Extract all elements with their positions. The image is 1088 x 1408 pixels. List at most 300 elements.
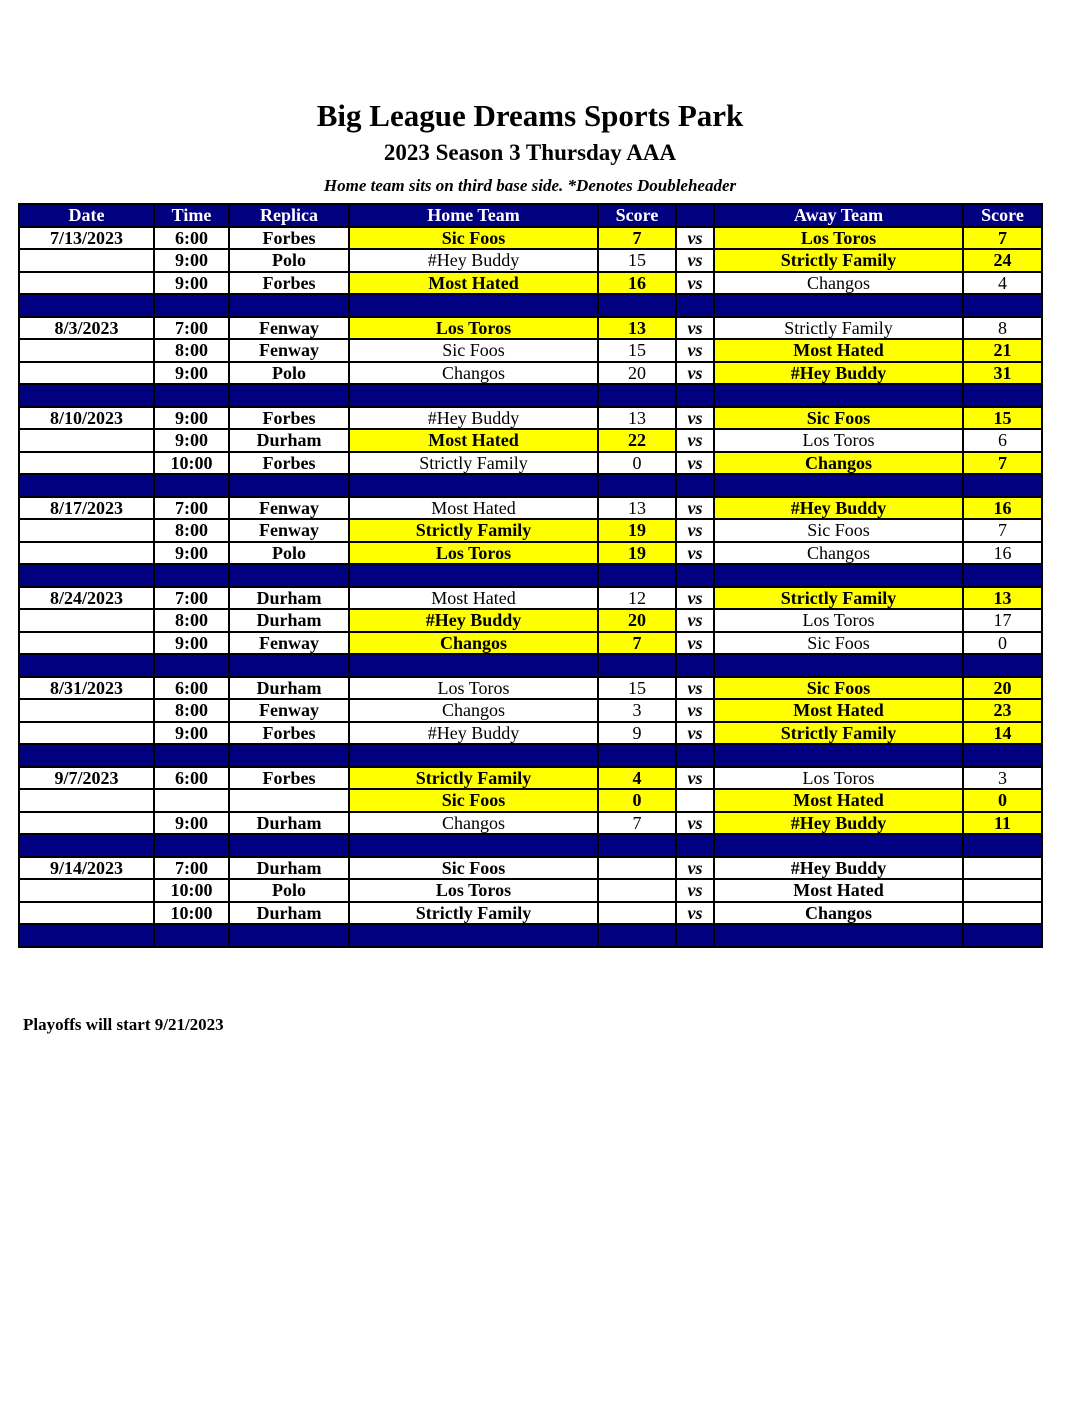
replica-cell: Durham xyxy=(229,429,349,452)
date-cell: 9/14/2023 xyxy=(19,857,154,880)
week-separator-row xyxy=(19,834,1042,857)
vs-cell: vs xyxy=(676,272,714,295)
header-home-team: Home Team xyxy=(349,204,598,227)
vs-cell: vs xyxy=(676,317,714,340)
replica-cell: Polo xyxy=(229,542,349,565)
date-cell xyxy=(19,609,154,632)
separator-cell xyxy=(19,384,154,407)
replica-cell: Durham xyxy=(229,812,349,835)
week-separator-row xyxy=(19,744,1042,767)
time-cell: 9:00 xyxy=(154,632,229,655)
date-cell xyxy=(19,722,154,745)
home-team-cell: Sic Foos xyxy=(349,857,598,880)
vs-cell: vs xyxy=(676,699,714,722)
date-cell: 8/3/2023 xyxy=(19,317,154,340)
home-team-cell: Los Toros xyxy=(349,317,598,340)
separator-cell xyxy=(676,654,714,677)
header-away-team: Away Team xyxy=(714,204,963,227)
home-score-cell: 15 xyxy=(598,677,676,700)
game-row xyxy=(19,227,1042,250)
game-row xyxy=(19,249,1042,272)
vs-cell: vs xyxy=(676,249,714,272)
separator-cell xyxy=(19,744,154,767)
separator-cell xyxy=(349,384,598,407)
away-team-cell: Los Toros xyxy=(714,429,963,452)
separator-cell xyxy=(154,834,229,857)
home-score-cell: 20 xyxy=(598,362,676,385)
replica-cell: Forbes xyxy=(229,452,349,475)
game-row xyxy=(19,542,1042,565)
replica-cell: Forbes xyxy=(229,767,349,790)
away-score-cell: 0 xyxy=(963,632,1042,655)
date-cell xyxy=(19,632,154,655)
away-score-cell: 3 xyxy=(963,767,1042,790)
vs-cell: vs xyxy=(676,362,714,385)
away-score-cell: 24 xyxy=(963,249,1042,272)
home-score-cell xyxy=(598,902,676,925)
game-row xyxy=(19,407,1042,430)
time-cell: 9:00 xyxy=(154,812,229,835)
home-score-cell: 19 xyxy=(598,542,676,565)
date-cell: 7/13/2023 xyxy=(19,227,154,250)
game-row xyxy=(19,339,1042,362)
away-score-cell xyxy=(963,879,1042,902)
replica-cell: Forbes xyxy=(229,272,349,295)
replica-cell: Durham xyxy=(229,677,349,700)
away-score-cell: 4 xyxy=(963,272,1042,295)
replica-cell: Fenway xyxy=(229,317,349,340)
time-cell: 9:00 xyxy=(154,249,229,272)
home-score-cell: 7 xyxy=(598,812,676,835)
vs-cell: vs xyxy=(676,879,714,902)
away-score-cell: 11 xyxy=(963,812,1042,835)
game-row xyxy=(19,429,1042,452)
separator-cell xyxy=(229,294,349,317)
away-team-cell: Changos xyxy=(714,272,963,295)
date-cell: 8/24/2023 xyxy=(19,587,154,610)
home-team-cell: #Hey Buddy xyxy=(349,609,598,632)
separator-cell xyxy=(963,474,1042,497)
separator-cell xyxy=(19,474,154,497)
separator-cell xyxy=(598,654,676,677)
playoffs-note: Playoffs will start 9/21/2023 xyxy=(23,1015,224,1034)
home-team-cell: Los Toros xyxy=(349,879,598,902)
game-row xyxy=(19,902,1042,925)
schedule-table xyxy=(18,203,1043,948)
game-row xyxy=(19,879,1042,902)
separator-cell xyxy=(676,564,714,587)
time-cell: 6:00 xyxy=(154,767,229,790)
away-score-cell: 7 xyxy=(963,227,1042,250)
separator-cell xyxy=(676,924,714,947)
away-team-cell: Strictly Family xyxy=(714,317,963,340)
separator-cell xyxy=(229,384,349,407)
away-team-cell: #Hey Buddy xyxy=(714,497,963,520)
away-score-cell: 6 xyxy=(963,429,1042,452)
separator-cell xyxy=(229,924,349,947)
away-team-cell: Most Hated xyxy=(714,789,963,812)
separator-cell xyxy=(714,924,963,947)
replica-cell xyxy=(229,789,349,812)
game-row xyxy=(19,677,1042,700)
game-row xyxy=(19,317,1042,340)
home-score-cell: 13 xyxy=(598,407,676,430)
away-team-cell: Sic Foos xyxy=(714,519,963,542)
home-team-cell: Sic Foos xyxy=(349,789,598,812)
replica-cell: Forbes xyxy=(229,227,349,250)
schedule-note: Home team sits on third base side. *Denotes Doubleheader xyxy=(323,176,737,195)
separator-cell xyxy=(229,834,349,857)
separator-cell xyxy=(19,294,154,317)
date-cell xyxy=(19,519,154,542)
away-score-cell: 14 xyxy=(963,722,1042,745)
home-score-cell: 3 xyxy=(598,699,676,722)
home-score-cell xyxy=(598,857,676,880)
away-team-cell: #Hey Buddy xyxy=(714,362,963,385)
home-team-cell: Most Hated xyxy=(349,497,598,520)
separator-cell xyxy=(963,924,1042,947)
home-score-cell: 13 xyxy=(598,497,676,520)
separator-cell xyxy=(598,924,676,947)
home-score-cell: 4 xyxy=(598,767,676,790)
time-cell: 8:00 xyxy=(154,609,229,632)
separator-cell xyxy=(714,294,963,317)
header-replica: Replica xyxy=(229,204,349,227)
vs-cell: vs xyxy=(676,609,714,632)
time-cell xyxy=(154,789,229,812)
separator-cell xyxy=(963,834,1042,857)
away-team-cell: Strictly Family xyxy=(714,249,963,272)
date-cell xyxy=(19,249,154,272)
away-team-cell: Strictly Family xyxy=(714,722,963,745)
time-cell: 8:00 xyxy=(154,339,229,362)
separator-cell xyxy=(154,294,229,317)
separator-cell xyxy=(19,654,154,677)
vs-cell: vs xyxy=(676,902,714,925)
home-score-cell: 12 xyxy=(598,587,676,610)
game-row xyxy=(19,722,1042,745)
away-score-cell: 20 xyxy=(963,677,1042,700)
time-cell: 10:00 xyxy=(154,452,229,475)
week-separator-row xyxy=(19,384,1042,407)
replica-cell: Fenway xyxy=(229,339,349,362)
separator-cell xyxy=(154,474,229,497)
home-score-cell: 22 xyxy=(598,429,676,452)
game-row xyxy=(19,699,1042,722)
date-cell xyxy=(19,879,154,902)
page-subtitle: 2023 Season 3 Thursday AAA xyxy=(383,140,677,165)
game-row xyxy=(19,497,1042,520)
header-home-score: Score xyxy=(598,204,676,227)
away-score-cell xyxy=(963,857,1042,880)
game-row xyxy=(19,609,1042,632)
vs-cell: vs xyxy=(676,722,714,745)
home-team-cell: #Hey Buddy xyxy=(349,407,598,430)
home-team-cell: Changos xyxy=(349,362,598,385)
away-score-cell: 17 xyxy=(963,609,1042,632)
time-cell: 9:00 xyxy=(154,272,229,295)
vs-cell: vs xyxy=(676,767,714,790)
home-score-cell: 0 xyxy=(598,452,676,475)
time-cell: 10:00 xyxy=(154,902,229,925)
date-cell xyxy=(19,452,154,475)
replica-cell: Polo xyxy=(229,879,349,902)
separator-cell xyxy=(349,744,598,767)
home-score-cell: 7 xyxy=(598,632,676,655)
game-row xyxy=(19,362,1042,385)
separator-cell xyxy=(19,564,154,587)
away-score-cell: 13 xyxy=(963,587,1042,610)
week-separator-row xyxy=(19,564,1042,587)
header-row xyxy=(19,204,1042,227)
vs-cell: vs xyxy=(676,632,714,655)
away-team-cell: Sic Foos xyxy=(714,632,963,655)
away-score-cell: 16 xyxy=(963,497,1042,520)
time-cell: 9:00 xyxy=(154,429,229,452)
separator-cell xyxy=(714,564,963,587)
home-team-cell: Los Toros xyxy=(349,677,598,700)
separator-cell xyxy=(598,474,676,497)
date-cell: 9/7/2023 xyxy=(19,767,154,790)
away-team-cell: Most Hated xyxy=(714,699,963,722)
vs-cell: vs xyxy=(676,452,714,475)
home-score-cell: 13 xyxy=(598,317,676,340)
home-score-cell: 20 xyxy=(598,609,676,632)
separator-cell xyxy=(598,744,676,767)
away-score-cell: 31 xyxy=(963,362,1042,385)
replica-cell: Fenway xyxy=(229,519,349,542)
game-row xyxy=(19,587,1042,610)
home-team-cell: Sic Foos xyxy=(349,339,598,362)
vs-cell: vs xyxy=(676,677,714,700)
separator-cell xyxy=(714,744,963,767)
separator-cell xyxy=(598,294,676,317)
date-cell xyxy=(19,812,154,835)
home-score-cell xyxy=(598,879,676,902)
time-cell: 7:00 xyxy=(154,587,229,610)
separator-cell xyxy=(714,474,963,497)
vs-cell: vs xyxy=(676,519,714,542)
away-team-cell: Los Toros xyxy=(714,609,963,632)
away-team-cell: Changos xyxy=(714,902,963,925)
header-time: Time xyxy=(154,204,229,227)
replica-cell: Fenway xyxy=(229,699,349,722)
replica-cell: Fenway xyxy=(229,497,349,520)
time-cell: 7:00 xyxy=(154,317,229,340)
away-score-cell: 16 xyxy=(963,542,1042,565)
separator-cell xyxy=(714,654,963,677)
separator-cell xyxy=(349,924,598,947)
away-team-cell: Los Toros xyxy=(714,227,963,250)
home-team-cell: Most Hated xyxy=(349,587,598,610)
header-date: Date xyxy=(19,204,154,227)
home-team-cell: Most Hated xyxy=(349,272,598,295)
separator-cell xyxy=(154,654,229,677)
separator-cell xyxy=(963,744,1042,767)
away-team-cell: Most Hated xyxy=(714,339,963,362)
separator-cell xyxy=(714,384,963,407)
away-score-cell: 7 xyxy=(963,519,1042,542)
time-cell: 9:00 xyxy=(154,542,229,565)
separator-cell xyxy=(19,924,154,947)
away-score-cell: 21 xyxy=(963,339,1042,362)
home-score-cell: 15 xyxy=(598,249,676,272)
away-score-cell: 23 xyxy=(963,699,1042,722)
away-team-cell: Most Hated xyxy=(714,879,963,902)
date-cell: 8/17/2023 xyxy=(19,497,154,520)
vs-cell: vs xyxy=(676,227,714,250)
home-team-cell: Sic Foos xyxy=(349,227,598,250)
date-cell xyxy=(19,902,154,925)
header-vs xyxy=(676,204,714,227)
away-team-cell: Strictly Family xyxy=(714,587,963,610)
home-team-cell: Changos xyxy=(349,812,598,835)
home-team-cell: Changos xyxy=(349,699,598,722)
home-team-cell: Strictly Family xyxy=(349,767,598,790)
home-score-cell: 7 xyxy=(598,227,676,250)
replica-cell: Durham xyxy=(229,587,349,610)
separator-cell xyxy=(349,564,598,587)
vs-cell: vs xyxy=(676,812,714,835)
home-team-cell: Los Toros xyxy=(349,542,598,565)
separator-cell xyxy=(229,474,349,497)
separator-cell xyxy=(349,834,598,857)
separator-cell xyxy=(19,834,154,857)
separator-cell xyxy=(154,564,229,587)
time-cell: 10:00 xyxy=(154,879,229,902)
replica-cell: Polo xyxy=(229,362,349,385)
date-cell xyxy=(19,429,154,452)
date-cell xyxy=(19,339,154,362)
home-score-cell: 15 xyxy=(598,339,676,362)
away-score-cell: 0 xyxy=(963,789,1042,812)
separator-cell xyxy=(154,384,229,407)
home-team-cell: #Hey Buddy xyxy=(349,722,598,745)
replica-cell: Durham xyxy=(229,609,349,632)
separator-cell xyxy=(676,744,714,767)
away-team-cell: Changos xyxy=(714,542,963,565)
time-cell: 8:00 xyxy=(154,519,229,542)
home-score-cell: 0 xyxy=(598,789,676,812)
vs-cell xyxy=(676,789,714,812)
date-cell xyxy=(19,789,154,812)
time-cell: 7:00 xyxy=(154,497,229,520)
separator-cell xyxy=(229,654,349,677)
separator-cell xyxy=(598,834,676,857)
game-row xyxy=(19,272,1042,295)
away-team-cell: #Hey Buddy xyxy=(714,812,963,835)
vs-cell: vs xyxy=(676,542,714,565)
home-team-cell: Strictly Family xyxy=(349,519,598,542)
date-cell: 8/10/2023 xyxy=(19,407,154,430)
away-score-cell xyxy=(963,902,1042,925)
game-row xyxy=(19,857,1042,880)
away-score-cell: 7 xyxy=(963,452,1042,475)
vs-cell: vs xyxy=(676,857,714,880)
time-cell: 9:00 xyxy=(154,407,229,430)
date-cell xyxy=(19,272,154,295)
separator-cell xyxy=(676,384,714,407)
away-score-cell: 15 xyxy=(963,407,1042,430)
separator-cell xyxy=(349,294,598,317)
vs-cell: vs xyxy=(676,339,714,362)
home-score-cell: 16 xyxy=(598,272,676,295)
home-score-cell: 19 xyxy=(598,519,676,542)
away-team-cell: Los Toros xyxy=(714,767,963,790)
separator-cell xyxy=(676,294,714,317)
replica-cell: Fenway xyxy=(229,632,349,655)
date-cell xyxy=(19,362,154,385)
away-team-cell: Sic Foos xyxy=(714,407,963,430)
separator-cell xyxy=(154,744,229,767)
away-score-cell: 8 xyxy=(963,317,1042,340)
vs-cell: vs xyxy=(676,429,714,452)
week-separator-row xyxy=(19,924,1042,947)
vs-cell: vs xyxy=(676,497,714,520)
separator-cell xyxy=(963,294,1042,317)
away-team-cell: #Hey Buddy xyxy=(714,857,963,880)
time-cell: 6:00 xyxy=(154,677,229,700)
week-separator-row xyxy=(19,294,1042,317)
time-cell: 8:00 xyxy=(154,699,229,722)
separator-cell xyxy=(349,474,598,497)
game-row xyxy=(19,812,1042,835)
vs-cell: vs xyxy=(676,587,714,610)
date-cell: 8/31/2023 xyxy=(19,677,154,700)
separator-cell xyxy=(676,474,714,497)
game-row xyxy=(19,789,1042,812)
date-cell xyxy=(19,542,154,565)
away-team-cell: Changos xyxy=(714,452,963,475)
replica-cell: Forbes xyxy=(229,722,349,745)
home-team-cell: #Hey Buddy xyxy=(349,249,598,272)
game-row xyxy=(19,767,1042,790)
week-separator-row xyxy=(19,654,1042,677)
week-separator-row xyxy=(19,474,1042,497)
separator-cell xyxy=(349,654,598,677)
separator-cell xyxy=(963,654,1042,677)
page-title: Big League Dreams Sports Park xyxy=(316,98,744,133)
date-cell xyxy=(19,699,154,722)
time-cell: 6:00 xyxy=(154,227,229,250)
home-score-cell: 9 xyxy=(598,722,676,745)
time-cell: 9:00 xyxy=(154,722,229,745)
separator-cell xyxy=(676,834,714,857)
away-team-cell: Sic Foos xyxy=(714,677,963,700)
time-cell: 9:00 xyxy=(154,362,229,385)
separator-cell xyxy=(714,834,963,857)
separator-cell xyxy=(229,744,349,767)
separator-cell xyxy=(598,564,676,587)
replica-cell: Durham xyxy=(229,857,349,880)
home-team-cell: Changos xyxy=(349,632,598,655)
separator-cell xyxy=(963,564,1042,587)
game-row xyxy=(19,452,1042,475)
vs-cell: vs xyxy=(676,407,714,430)
separator-cell xyxy=(598,384,676,407)
replica-cell: Durham xyxy=(229,902,349,925)
home-team-cell: Strictly Family xyxy=(349,452,598,475)
replica-cell: Polo xyxy=(229,249,349,272)
time-cell: 7:00 xyxy=(154,857,229,880)
game-row xyxy=(19,519,1042,542)
replica-cell: Forbes xyxy=(229,407,349,430)
separator-cell xyxy=(963,384,1042,407)
header-away-score: Score xyxy=(963,204,1042,227)
home-team-cell: Strictly Family xyxy=(349,902,598,925)
separator-cell xyxy=(229,564,349,587)
separator-cell xyxy=(154,924,229,947)
